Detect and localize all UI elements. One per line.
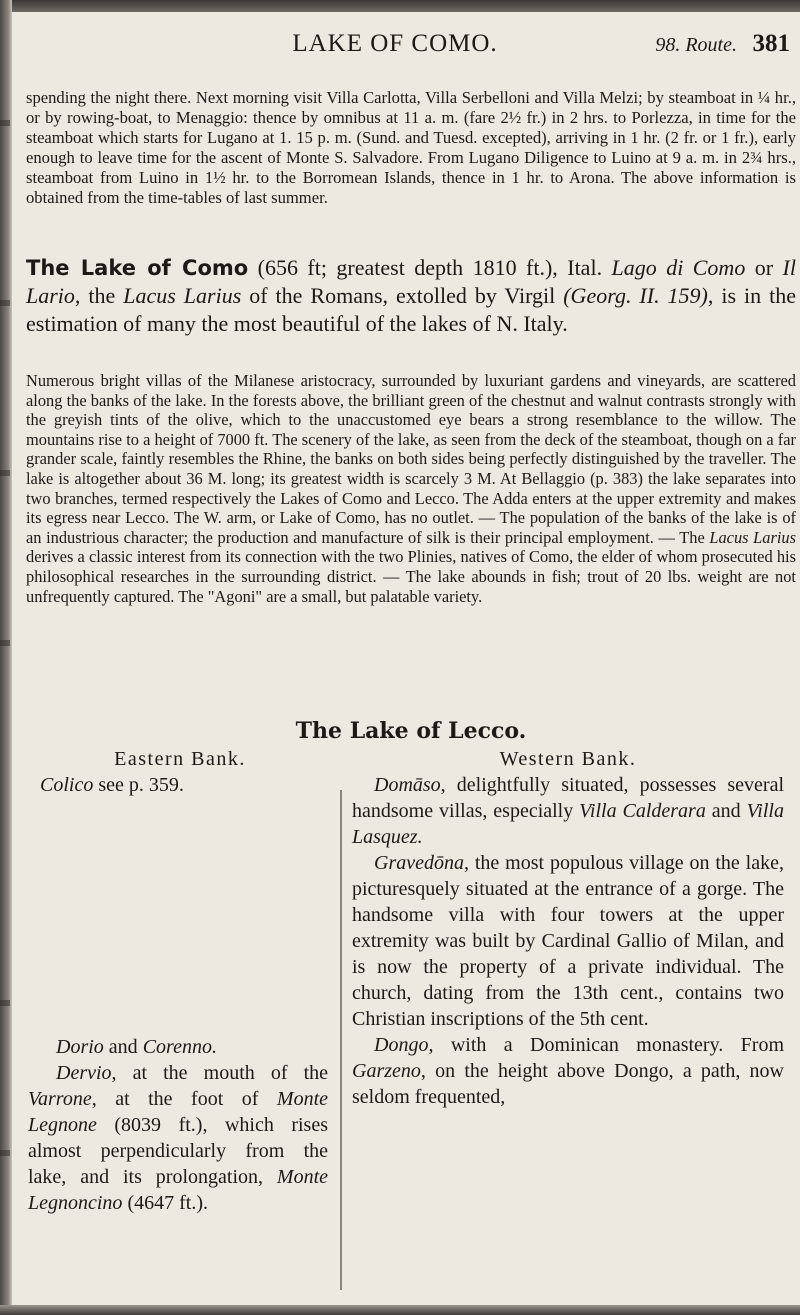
place-name: Garzeno: [352, 1060, 421, 1082]
header-route: 98. Route.: [655, 34, 737, 56]
entry-text: , on the height above Dongo, a path, now seldom frequented,: [352, 1060, 784, 1108]
scan-bottom-edge: [0, 1305, 800, 1315]
place-name: Monte Legnoncino: [28, 1166, 328, 1214]
lead-italic: Il Lario: [26, 255, 796, 308]
place-name: Dervio: [56, 1062, 112, 1084]
spine-mark: [0, 300, 10, 306]
header-title: LAKE OF COMO.: [292, 30, 498, 57]
lead-text: , is in the estimation of many the most beautiful of the lakes of N. Italy.: [26, 283, 796, 336]
lead-italic: Lacus Larius: [123, 283, 242, 308]
entry-text: and: [705, 800, 747, 822]
lake-como-body-paragraph: [26, 371, 796, 606]
entry-text: , with a Dominican monastery. From: [428, 1034, 784, 1056]
entry-text: see p. 359.: [93, 774, 184, 796]
spine-mark: [0, 640, 10, 646]
western-bank-heading: Western Bank.: [499, 748, 637, 770]
page-number: 381: [752, 30, 790, 57]
place-name: Colico: [40, 774, 94, 796]
dervio-entry: [28, 1060, 328, 1216]
place-name: Villa Lasquez.: [352, 800, 784, 848]
entry-text: , delightfully situated, possesses several handsome villas, especially: [352, 774, 784, 822]
place-name: Villa Calderara: [579, 800, 706, 822]
dongo-entry: [352, 1032, 784, 1110]
eastern-bank-lower-entries: [28, 1034, 328, 1216]
colico-entry: [40, 772, 320, 798]
lake-como-lead-paragraph: [26, 254, 796, 338]
book-spine-edge: [0, 0, 12, 1315]
spine-mark: [0, 470, 10, 476]
eastern-bank-heading: Eastern Bank.: [114, 748, 246, 770]
entry-text: , the most populous village on the lake, picturesquely situated at the entrance of a gorge. The handsome villa with four towers at the upper extremity was built by Cardinal Gallio of Milan, and is now the property of a private individual. The church, dating from the 13th cent., contains two Christian inscriptions of the 5th cent.: [352, 852, 784, 1030]
spine-mark: [0, 1000, 10, 1006]
lead-italic: Lago di Como: [611, 255, 746, 280]
section-heading-lecco: The Lake of Lecco.: [295, 718, 527, 744]
gravedona-entry: [352, 850, 784, 1032]
place-name: Dorio: [56, 1036, 104, 1058]
entry-text: and: [103, 1036, 143, 1058]
place-name: Dongo: [374, 1034, 429, 1056]
entry-text: (8039 ft.), which rises almost perpendicularly from the lake, and its prolongation,: [28, 1114, 328, 1188]
place-name: Corenno.: [142, 1036, 217, 1058]
place-name: Varrone: [28, 1088, 92, 1110]
body-italic: Lacus Larius: [709, 527, 796, 547]
running-header: [40, 30, 800, 76]
lead-text: or: [745, 255, 783, 280]
body-text: Numerous bright villas of the Milanese aristocracy, surrounded by luxuriant gardens and vineyards, are scattered along the banks of the lake. In the forests above, the brilliant green of the chestnut and walnut contrasts strongly with the greyish tints of the olive, which to the unaccustomed eye bears a strong resemblance to the willow. The mountains rise to a height of 7000 ft. The scenery of the lake, as seen from the deck of the steamboat, though on a far grander scale, faintly resembles the Rhine, the banks on both sides being perfectly distinguished by the traveller. The lake is altogether about 36 M. long; its greatest width is scarcely 3 M. At Bellaggio (p. 383) the lake separates into two branches, termed respectively the Lakes of Como and Lecco. The Adda enters at the upper extremity and makes its egress near Lecco. The W. arm, or Lake of Como, has no outlet. — The population of the banks of the lake is of an industrious character; the production and manufacture of silk is their principal employment. — The: [26, 371, 796, 547]
entry-text: , at the foot of: [91, 1088, 277, 1110]
entry-text: , at the mouth of the: [111, 1062, 328, 1084]
dorio-entry: [28, 1034, 328, 1060]
place-name: Domāso: [374, 774, 441, 796]
place-name: Monte Legnone: [28, 1088, 328, 1136]
lead-text: (656 ft; greatest depth 1810 ft.), Ital.: [248, 255, 612, 280]
lake-como-heading: The Lake of Como: [26, 256, 249, 280]
domaso-entry: [352, 772, 784, 850]
column-divider: [340, 790, 342, 1290]
intro-paragraph: spending the night there. Next morning visit Villa Carlotta, Villa Serbelloni and Villa Melzi; by steamboat in ¼ hr., or by rowing-boat, to Menaggio: thence by omnibus at 11 a. m. (fare 2½ fr.) in 2 hrs. to Porlezza, in time for the steamboat which starts for Lugano at 1. 15 p. m. (Sund. and Tuesd. excepted), arriving in 1 hr. (2 fr. or 1 fr.), early enough to leave time for the ascent of Monte S. Salvadore. From Lugano Diligence to Luino at 9 a. m. in 2¾ hrs., steamboat from Luino in 1½ hr. to the Borromean Islands, thence in 1 hr. to Arona. The above information is obtained from the time-tables of last summer.: [26, 88, 796, 207]
place-name: Gravedōna: [374, 852, 464, 874]
eastern-bank-column: [40, 746, 320, 798]
lead-italic: (Georg. II. 159): [563, 283, 708, 308]
body-text: derives a classic interest from its connection with the two Plinies, natives of Como, the elder of whom prosecuted his philosophical researches in the surrounding district. — The lake abounds in fish; trout of 20 lbs. weight are not unfrequently captured. The "Agoni" are a small, but palatable variety.: [26, 547, 796, 606]
lead-text: , the: [74, 283, 124, 308]
spine-mark: [0, 1150, 10, 1156]
western-bank-column: [352, 746, 784, 1110]
scan-top-edge: [0, 0, 800, 12]
lead-text: of the Romans, extolled by Virgil: [241, 283, 564, 308]
spine-mark: [0, 120, 10, 126]
entry-text: (4647 ft.).: [122, 1192, 208, 1214]
